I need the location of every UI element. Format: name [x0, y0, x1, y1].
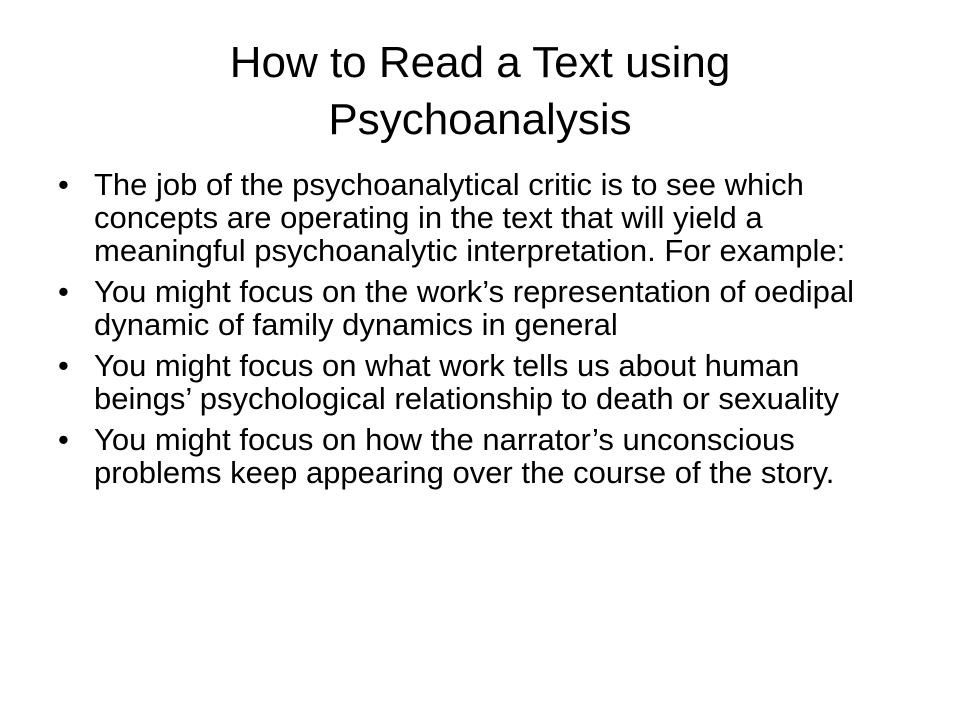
- bullet-item: [58, 423, 898, 489]
- bullet-text: The job of the psychoanalytical critic is to see which concepts are operating in the text that will yield a meaningful psychoanalytic interpretation. For example:: [94, 167, 846, 268]
- bullet-item: [58, 168, 898, 267]
- bullet-text: You might focus on how the narrator’s unconscious problems keep appearing over the course of the story.: [94, 422, 835, 490]
- bullet-item: [58, 349, 898, 415]
- bullet-item: [58, 275, 898, 341]
- bullet-list: [58, 168, 898, 497]
- bullet-text: You might focus on the work’s representation of oedipal dynamic of family dynamics in general: [94, 274, 854, 342]
- bullet-dot-icon: •: [58, 348, 69, 383]
- slide-title: How to Read a Text using Psychoanalysis: [229, 38, 731, 144]
- bullet-dot-icon: •: [58, 167, 69, 202]
- bullet-dot-icon: •: [58, 274, 69, 309]
- bullet-dot-icon: •: [58, 422, 69, 457]
- bullet-text: You might focus on what work tells us about human beings’ psychological relationship to death or sexuality: [94, 348, 840, 416]
